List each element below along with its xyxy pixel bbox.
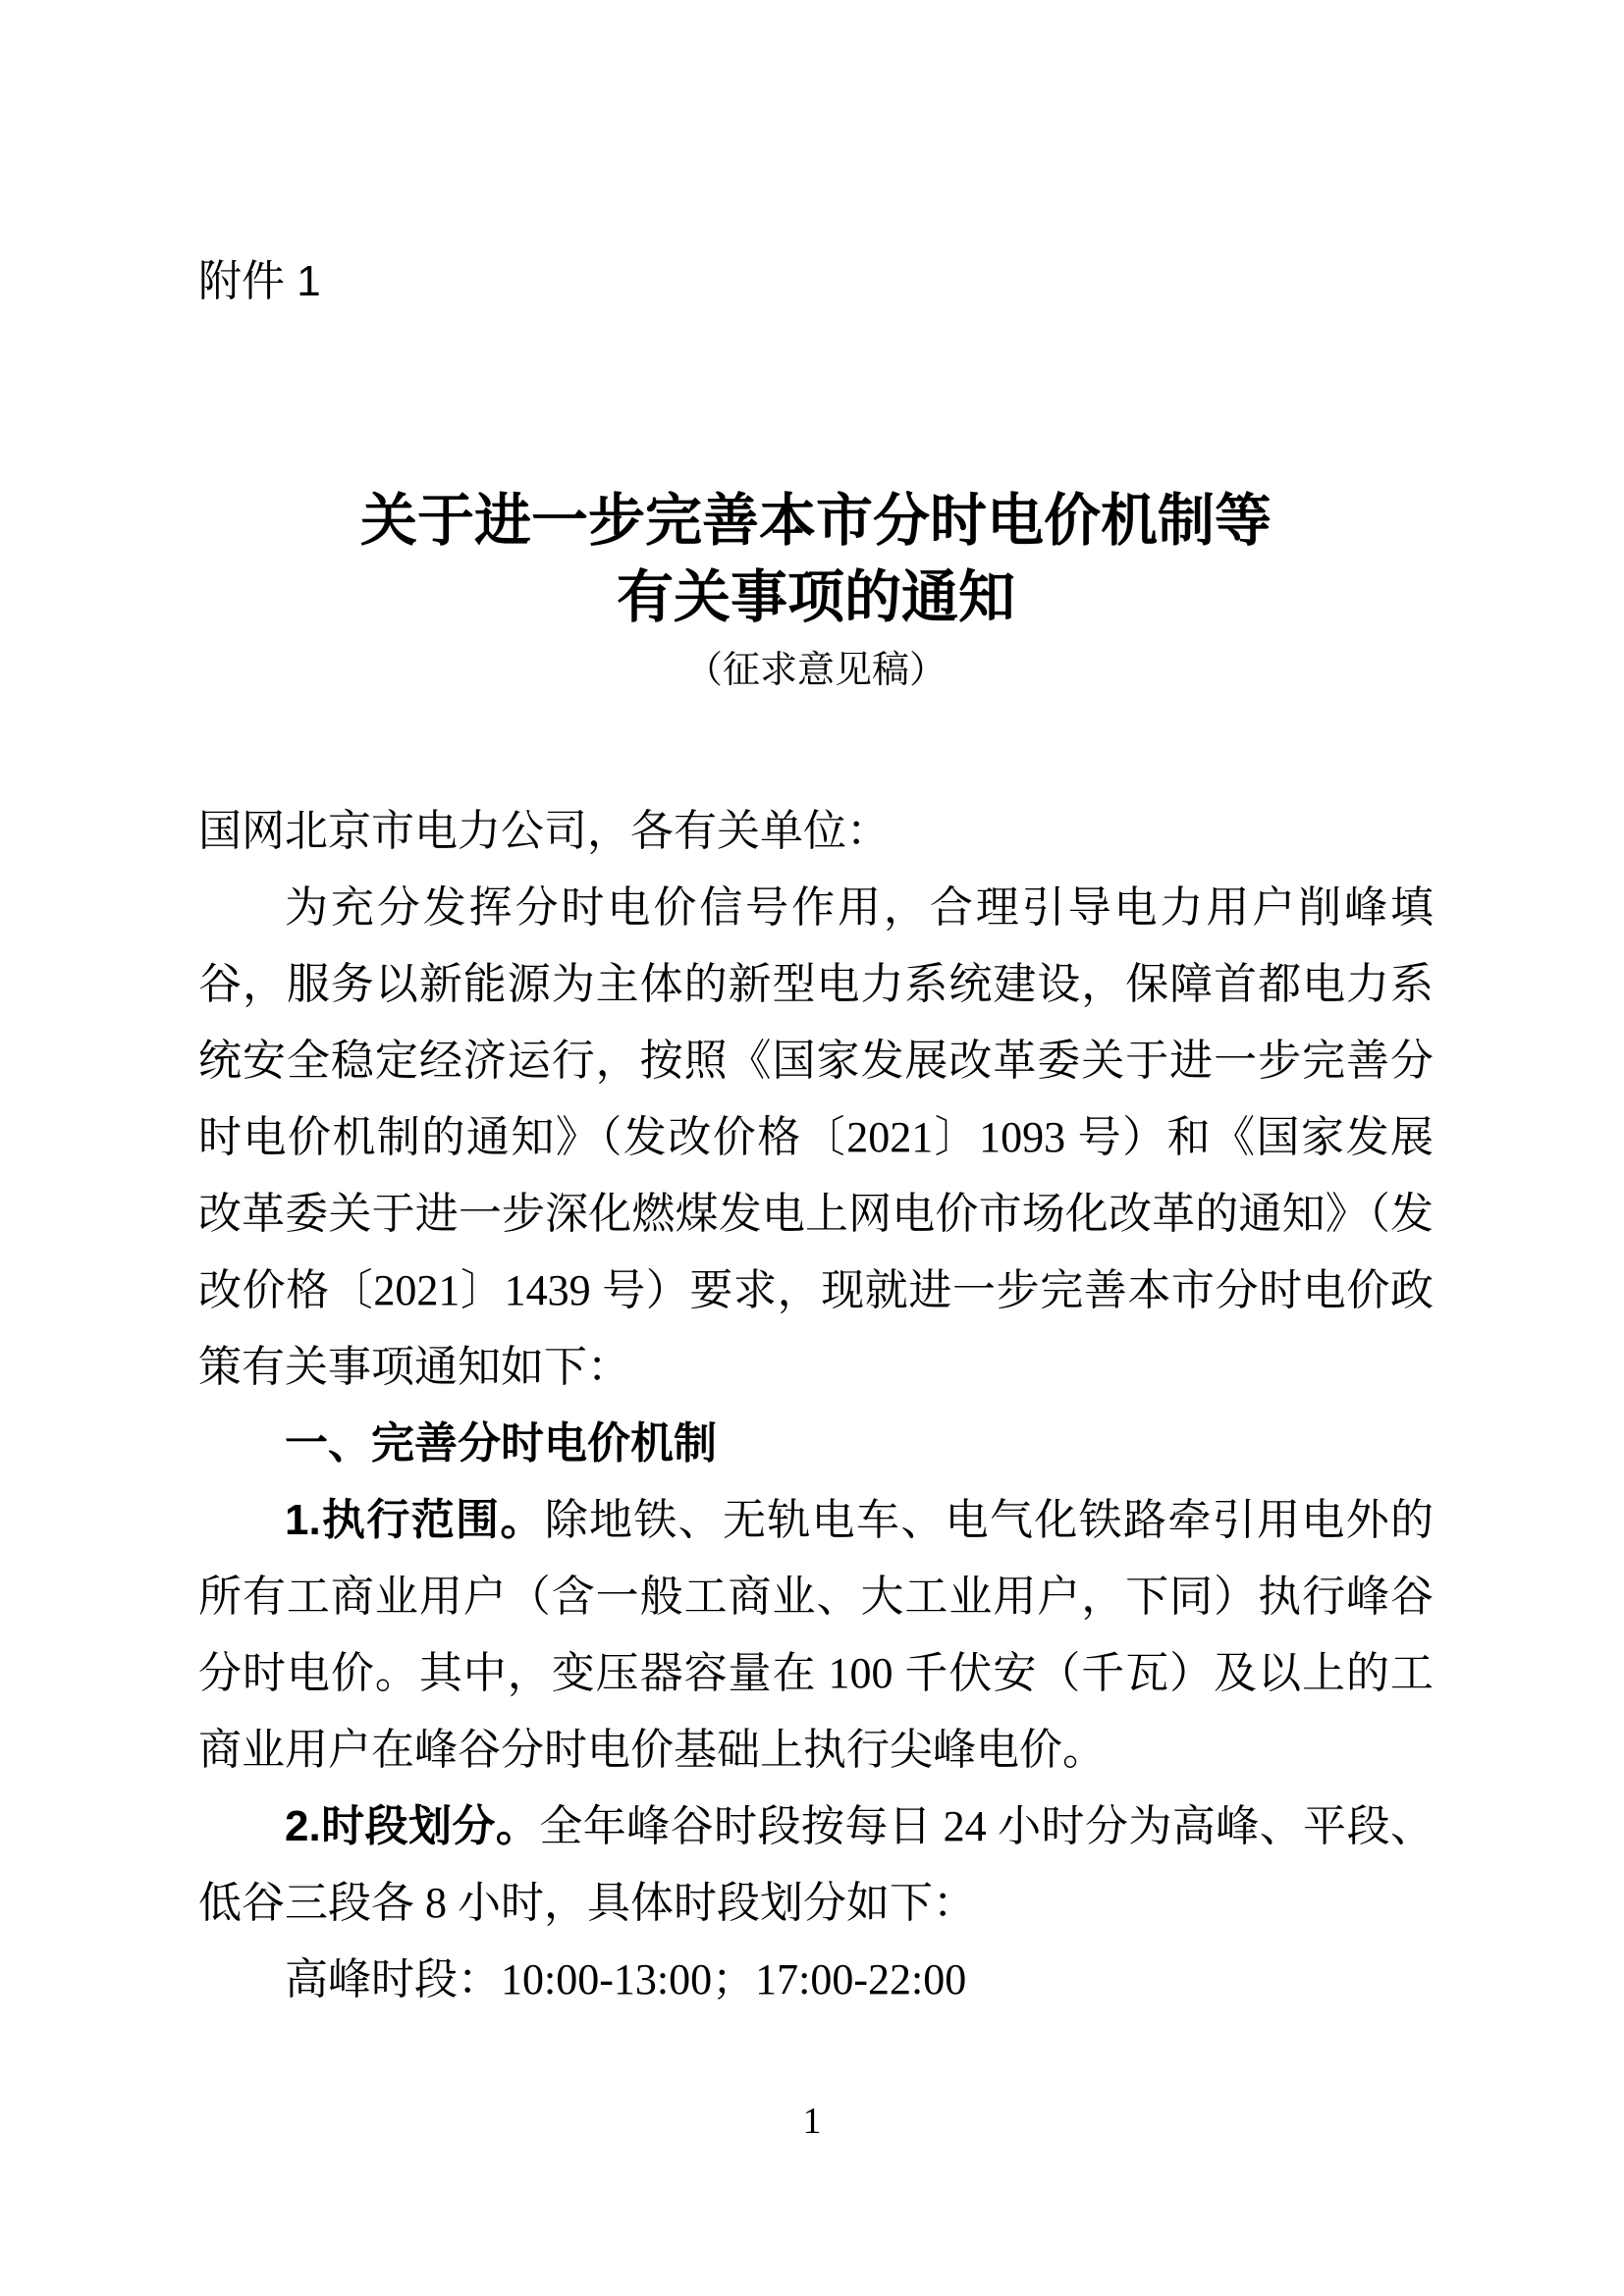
item-1-text: 除地铁、无轨电车、电气化铁路牵引用电外的所有工商业用户（含一般工商业、大工业用户，下同）执行峰谷分时电价。其中，变压器容量在 100 千伏安（千瓦）及以上的工商业用户在峰谷分时电价基础上执行尖峰电价。	[198, 1496, 1434, 1774]
document-subtitle: （征求意见稿）	[684, 650, 947, 691]
item-2-text: 全年峰谷时段按每日 24 小时分为高峰、平段、低谷三段各 8 小时，具体时段划分如下：	[198, 1802, 1435, 1927]
attachment-label: 附件 1	[198, 257, 321, 305]
section-1-heading: 一、完善分时电价机制	[285, 1419, 717, 1468]
salutation-line: 国网北京市电力公司，各有关单位：	[198, 807, 890, 855]
document-body	[198, 793, 1434, 2018]
item-1-label: 1.执行范围。	[285, 1496, 545, 1544]
peak-period-line: 高峰时段：10:00-13:00；17:00-22:00	[285, 1955, 967, 2003]
item-2-label: 2.时段划分。	[285, 1802, 540, 1850]
page-number: 1	[802, 2101, 822, 2142]
item-2-paragraph	[198, 1789, 1434, 1942]
intro-paragraph: 为充分发挥分时电价信号作用，合理引导电力用户削峰填谷，服务以新能源为主体的新型电力系统建设，保障首都电力系统安全稳定经济运行，按照《国家发展改革委关于进一步完善分时电价机制的通知》（发改价格〔2021〕1093 号）和《国家发展改革委关于进一步深化燃煤发电上网电价市场化改革的通知》（发改价格〔2021〕1439 号）要求，现就进一步完善本市分时电价政策有关事项通知如下：	[198, 883, 1434, 1391]
document-title-line-1: 关于进一步完善本市分时电价机制等	[359, 489, 1272, 553]
item-1-paragraph	[198, 1482, 1434, 1789]
document-title-line-2: 有关事项的通知	[616, 565, 1015, 629]
document-title	[198, 483, 1434, 636]
